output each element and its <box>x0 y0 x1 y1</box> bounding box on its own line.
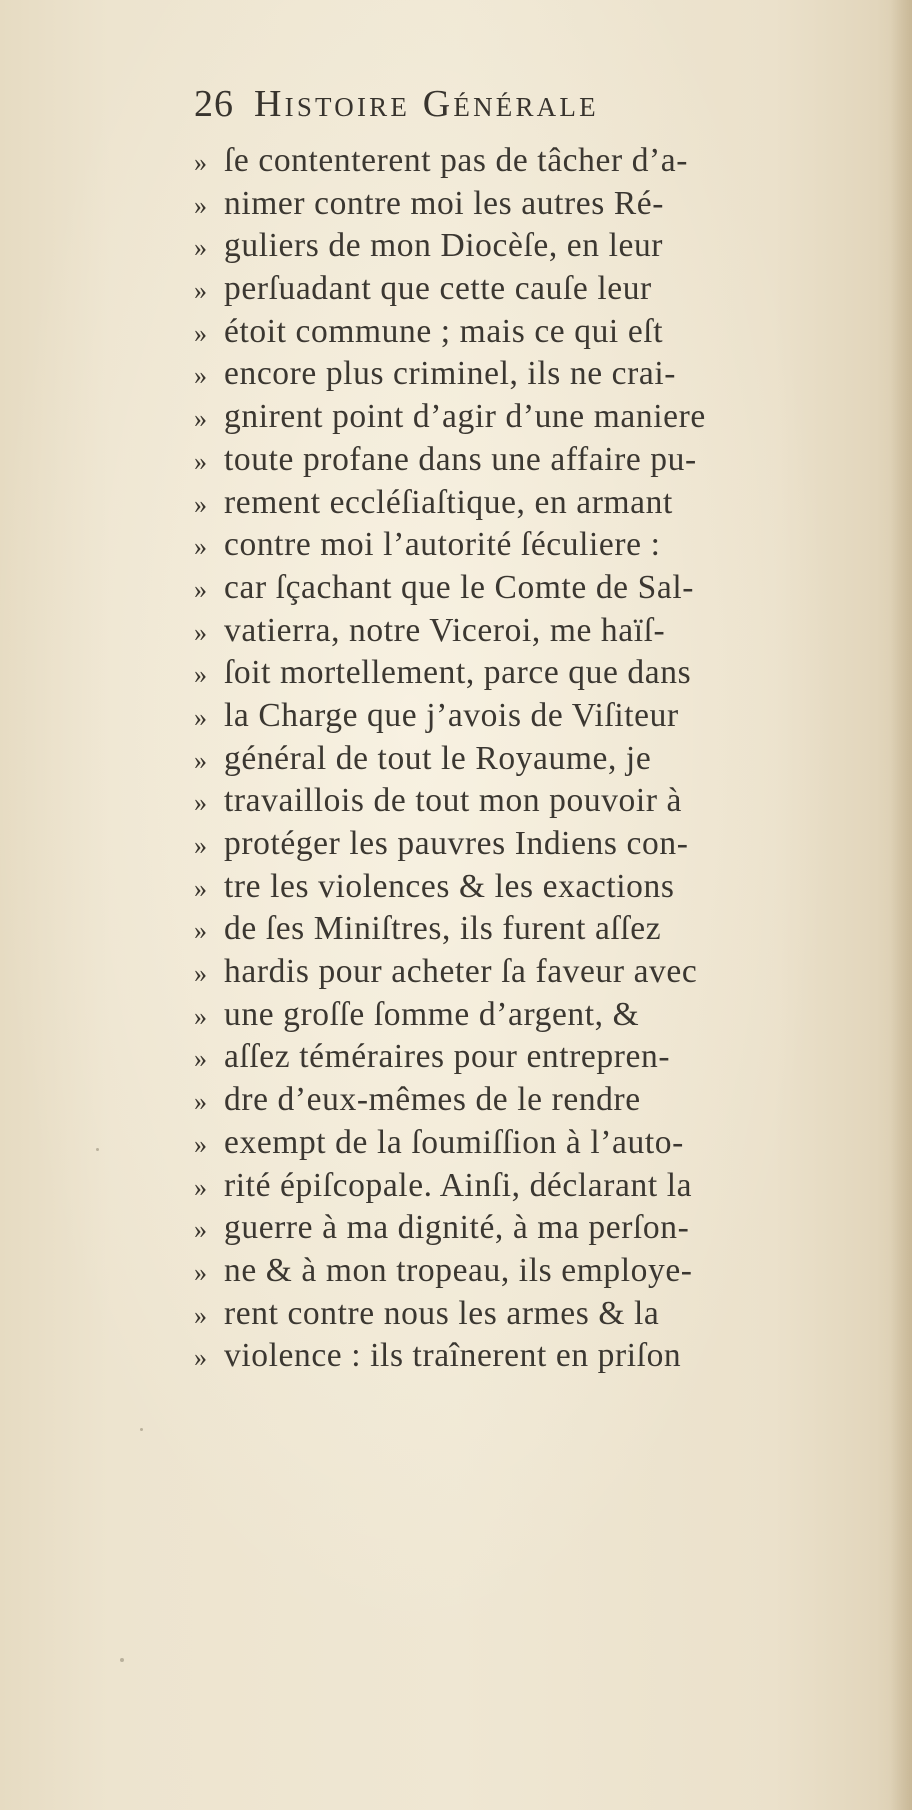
line-text: ne & à mon tropeau, ils employe- <box>224 1251 693 1289</box>
quotation-mark: » <box>194 446 205 476</box>
line-text: contre moi l’autorité ſéculiere : <box>224 526 661 564</box>
line-text: travaillois de tout mon pouvoir à <box>224 782 683 820</box>
page-number: 26 <box>194 83 234 125</box>
quotation-mark: » <box>194 916 205 946</box>
text-line <box>194 866 874 909</box>
quotation-mark: » <box>194 831 205 860</box>
quotation-mark: » <box>194 1044 205 1074</box>
text-line <box>194 311 874 354</box>
text-line <box>194 908 874 951</box>
line-text: perſuadant que cette cauſe leur <box>224 270 652 308</box>
line-text: dre d’eux-mêmes de le rendre <box>224 1081 641 1119</box>
quotation-mark: » <box>194 276 205 306</box>
line-text: car ſçachant que le Comte de Sal- <box>224 568 694 606</box>
text-line <box>194 738 874 781</box>
quotation-mark: » <box>194 190 205 220</box>
text-line <box>194 1122 874 1165</box>
text-line <box>194 610 874 653</box>
text-line <box>194 524 874 567</box>
paper-speck <box>120 1658 124 1662</box>
quotation-mark: » <box>194 1129 205 1159</box>
text-line <box>194 140 874 183</box>
line-text: étoit commune ; mais ce qui eſt <box>224 312 664 350</box>
quotation-mark: » <box>194 1215 205 1245</box>
text-line <box>194 1165 874 1208</box>
line-text: de ſes Miniſtres, ils furent aſſez <box>224 910 662 948</box>
quotation-mark: » <box>194 660 205 690</box>
text-line <box>194 823 874 866</box>
line-text: la Charge que j’avois de Viſiteur <box>224 696 679 734</box>
text-line <box>194 183 874 226</box>
quotation-mark: » <box>194 361 205 391</box>
line-text: exempt de la ſoumiſſion à l’auto- <box>224 1123 684 1161</box>
line-text: violence : ils traînerent en priſon <box>224 1337 682 1375</box>
quotation-mark: » <box>194 148 205 177</box>
quotation-mark: » <box>194 745 205 775</box>
line-text: gnirent point d’agir d’une maniere <box>224 398 706 436</box>
quotation-mark: » <box>194 318 205 348</box>
quotation-mark: » <box>194 1087 205 1117</box>
quotation-mark: » <box>194 1172 205 1202</box>
line-text: aſſez téméraires pour entrepren- <box>224 1038 671 1076</box>
line-text: vatierra, notre Viceroi, me haïſ- <box>224 611 666 649</box>
text-line <box>194 780 874 823</box>
page-edge-shadow <box>890 0 912 1810</box>
running-head-title: Histoire Générale <box>254 83 599 125</box>
quotation-mark: » <box>194 233 205 263</box>
text-line <box>194 567 874 610</box>
running-head <box>194 82 814 126</box>
line-text: rité épiſcopale. Ainſi, déclarant la <box>224 1166 693 1204</box>
line-text: une groſſe ſomme d’argent, & <box>224 995 640 1033</box>
line-text: hardis pour acheter ſa faveur avec <box>224 953 698 991</box>
text-line <box>194 951 874 994</box>
quotation-mark: » <box>194 404 205 434</box>
text-line <box>194 268 874 311</box>
body-text <box>194 140 874 1378</box>
paper-speck <box>96 1148 99 1151</box>
line-text: ſoit mortellement, parce que dans <box>224 654 692 692</box>
text-line <box>194 1293 874 1336</box>
quotation-mark: » <box>194 1257 205 1287</box>
line-text: rement eccléſiaſtique, en armant <box>224 483 673 521</box>
line-text: protéger les pauvres Indiens con- <box>224 825 689 862</box>
quotation-mark: » <box>194 532 205 562</box>
text-line <box>194 353 874 396</box>
line-text: ſe contenterent pas de tâcher d’a- <box>224 142 689 179</box>
quotation-mark: » <box>194 617 205 647</box>
quotation-mark: » <box>194 574 205 604</box>
quotation-mark: » <box>194 702 205 732</box>
line-text: nimer contre moi les autres Ré- <box>224 184 664 222</box>
text-line <box>194 994 874 1037</box>
text-line <box>194 1335 874 1378</box>
line-text: guerre à ma dignité, à ma perſon- <box>224 1209 690 1247</box>
quotation-mark: » <box>194 788 205 818</box>
text-line <box>194 482 874 525</box>
quotation-mark: » <box>194 1001 205 1031</box>
quotation-mark: » <box>194 1300 205 1330</box>
text-line <box>194 1250 874 1293</box>
quotation-mark: » <box>194 959 205 989</box>
line-text: guliers de mon Diocèſe, en leur <box>224 227 664 265</box>
line-text: encore plus criminel, ils ne crai- <box>224 355 677 393</box>
text-line <box>194 396 874 439</box>
text-line <box>194 652 874 695</box>
text-line <box>194 695 874 738</box>
text-line <box>194 1079 874 1122</box>
line-text: rent contre nous les armes & la <box>224 1294 660 1332</box>
text-line <box>194 1207 874 1250</box>
quotation-mark: » <box>194 873 205 903</box>
quotation-mark: » <box>194 1343 205 1373</box>
text-line <box>194 1036 874 1079</box>
paper-speck <box>140 1428 143 1431</box>
line-text: toute profane dans une affaire pu- <box>224 440 697 478</box>
line-text: tre les violences & les exactions <box>224 867 675 905</box>
text-line <box>194 439 874 482</box>
line-text: général de tout le Royaume, je <box>224 739 652 777</box>
quotation-mark: » <box>194 489 205 519</box>
text-line <box>194 225 874 268</box>
